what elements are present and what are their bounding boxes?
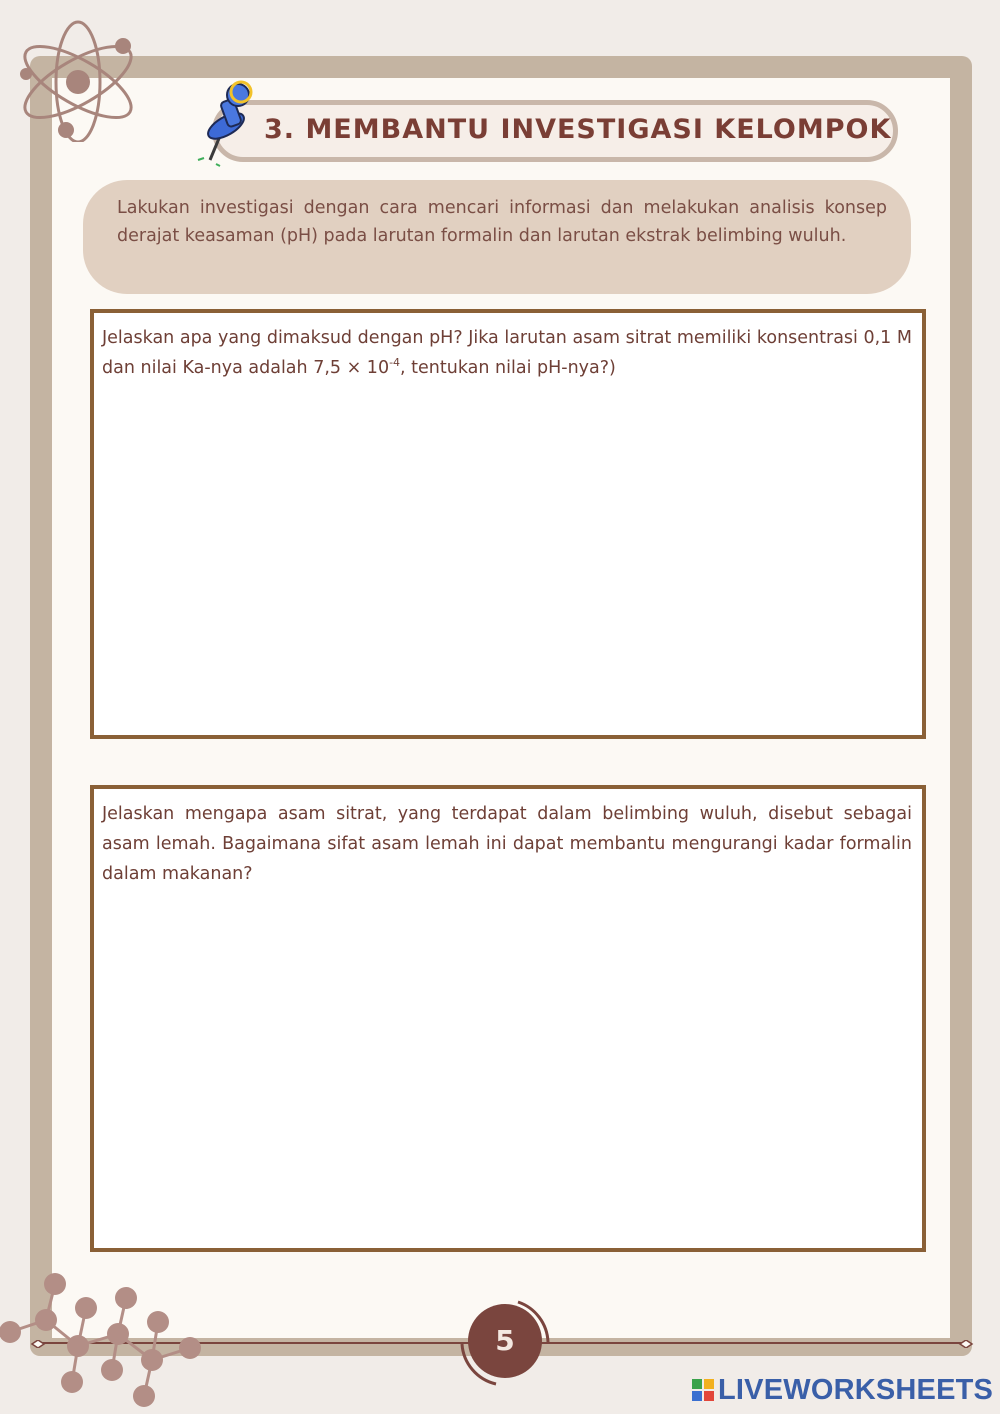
question-1-exponent: -4	[389, 356, 401, 370]
answer-box-2[interactable]	[90, 785, 926, 1252]
liveworksheets-wordmark: LIVEWORKSHEETS	[718, 1373, 994, 1406]
pushpin-icon	[196, 80, 264, 170]
section-title: 3. MEMBANTU INVESTIGASI KELOMPOK	[264, 114, 892, 145]
question-1-text: Jelaskan apa yang dimaksud dengan pH? Jika larutan asam sitrat memiliki konsentrasi 0,1 M dan nilai Ka-nya adalah 7,5 × 10	[102, 328, 912, 378]
question-2-text: Jelaskan mengapa asam sitrat, yang terdapat dalam belimbing wuluh, disebut sebagai asam lemah. Bagaimana sifat asam lemah ini dapat membantu mengurangi kadar formalin dalam makanan?	[102, 804, 912, 884]
atom-icon	[12, 20, 144, 142]
molecule-icon	[0, 1270, 210, 1414]
question-1-text-end: , tentukan nilai pH-nya?)	[400, 358, 616, 378]
page-number: 5	[468, 1304, 542, 1378]
answer-box-1[interactable]	[90, 309, 926, 739]
instruction-text: Lakukan investigasi dengan cara mencari informasi dan melakukan analisis konsep derajat keasaman (pH) pada larutan formalin dan larutan ekstrak belimbing wuluh.	[83, 180, 911, 294]
liveworksheets-icon	[692, 1379, 714, 1401]
liveworksheets-logo[interactable]	[692, 1372, 993, 1408]
